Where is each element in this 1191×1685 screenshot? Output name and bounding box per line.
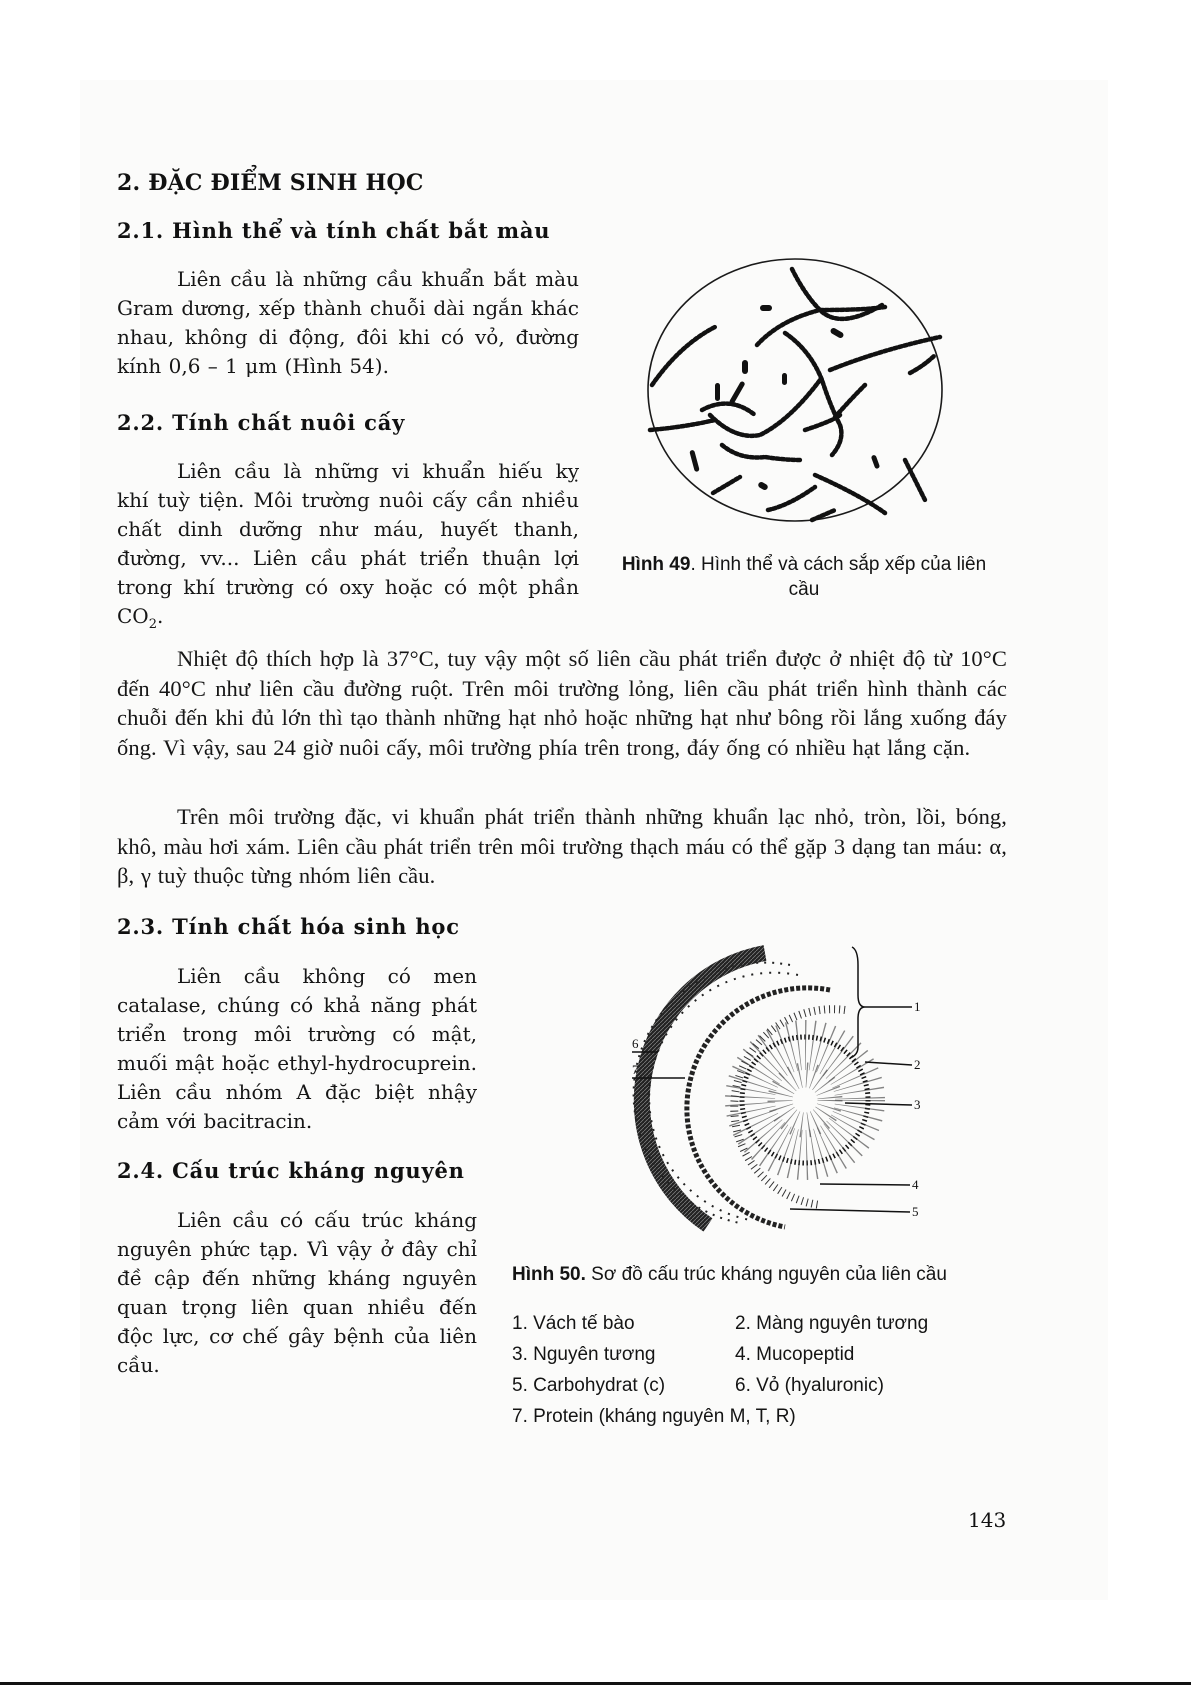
heading-2-3: 2.3. Tính chất hóa sinh học <box>117 914 460 939</box>
section-title: 2. ĐẶC ĐIỂM SINH HỌC <box>117 170 424 196</box>
paragraph-morphology: Liên cầu là những cầu khuẩn bắt màu Gram dương, xếp thành chuỗi dài ngắn khác nhau, không di động, đôi khi có vỏ, đường kính 0,6 – 1 μm (Hình 54). <box>117 267 579 378</box>
heading-2-1: 2.1. Hình thể và tính chất bắt màu <box>117 218 551 243</box>
streptococcus-chains-figure <box>640 255 950 525</box>
callout-2: 2 <box>914 1057 920 1072</box>
legend-item: 3. Nguyên tương <box>512 1344 656 1365</box>
figure-50-caption-text: Sơ đồ cấu trúc kháng nguyên của liên cầu <box>585 1264 947 1285</box>
paragraph-biochemistry: Liên cầu không có men catalase, chúng có khả năng phát triển trong môi trường có mật, muối mật hoặc ethyl-hydrocuprein. Liên cầu nhóm A đặc biệt nhậy cảm với bacitracin. <box>117 964 477 1133</box>
paragraph-antigen: Liên cầu có cấu trúc kháng nguyên phức tạp. Vì vậy ở đây chỉ đề cập đến những kháng nguyên quan trọng liên quan nhiều đến độc lực, cơ chế gây bệnh của liên cầu. <box>117 1208 477 1377</box>
legend-item: 5. Carbohydrat (c) <box>512 1375 666 1396</box>
figure-49-caption-text: . Hình thể và cách sắp xếp của liên cầu <box>690 554 987 600</box>
legend-item: 4. Mucopeptid <box>735 1344 855 1365</box>
co2-subscript: 2 <box>148 617 157 632</box>
figure-49-label: Hình 49 <box>621 554 691 575</box>
figure-50-legend <box>512 1308 982 1432</box>
co2-suffix: . <box>156 604 164 628</box>
legend-item: 1. Vách tế bào <box>512 1313 635 1334</box>
legend-item: 6. Vỏ (hyaluronic) <box>735 1375 884 1396</box>
callout-1: 1 <box>914 999 920 1014</box>
heading-2-2: 2.2. Tính chất nuôi cấy <box>117 410 406 435</box>
legend-item: 7. Protein (kháng nguyên M, T, R) <box>512 1406 796 1427</box>
callout-5: 5 <box>912 1204 919 1219</box>
heading-2-4: 2.4. Cấu trúc kháng nguyên <box>117 1158 465 1183</box>
callout-6: 6 <box>632 1036 639 1051</box>
callout-3: 3 <box>914 1097 920 1112</box>
antigen-structure-figure <box>620 935 920 1235</box>
paragraph-temperature: Nhiệt độ thích hợp là 37°C, tuy vậy một số liên cầu phát triển được ở nhiệt độ từ 10°C đến 40°C như liên cầu đường ruột. Trên môi trường lỏng, liên cầu phát triển hình thành các chuỗi đến khi đủ lớn thì tạo thành những hạt nhỏ hoặc những hạt như bông rồi lắng xuống đáy ống. Vì vậy, sau 24 giờ nuôi cấy, môi trường phía trên trong, đáy ống có nhiều hạt lắng cặn. <box>117 646 1007 760</box>
callout-7: 7 <box>632 1062 639 1077</box>
paragraph-culture-text: Liên cầu là những vi khuẩn hiếu kỵ khí tuỳ tiện. Môi trường nuôi cấy cần nhiều chất dinh dưỡng như máu, huyết thanh, đường, vv... Liên cầu phát triển thuận lợi trong khí trường có oxy hoặc có một phần CO <box>117 459 579 628</box>
page-number: 143 <box>968 1508 1007 1532</box>
figure-49-caption <box>604 552 1004 602</box>
figure-50-label: Hình 50. <box>512 1264 586 1285</box>
figure-50-caption <box>512 1262 1012 1287</box>
paragraph-culture <box>117 457 579 639</box>
paragraph-solid-medium: Trên môi trường đặc, vi khuẩn phát triển thành những khuẩn lạc nhỏ, tròn, lồi, bóng, khô, màu hơi xám. Liên cầu phát triển trên môi trường thạch máu có thể gặp 3 dạng tan máu: α, β, γ tuỳ thuộc từng nhóm liên cầu. <box>117 804 1007 888</box>
callout-4: 4 <box>912 1177 919 1192</box>
legend-item: 2. Màng nguyên tương <box>735 1313 929 1334</box>
